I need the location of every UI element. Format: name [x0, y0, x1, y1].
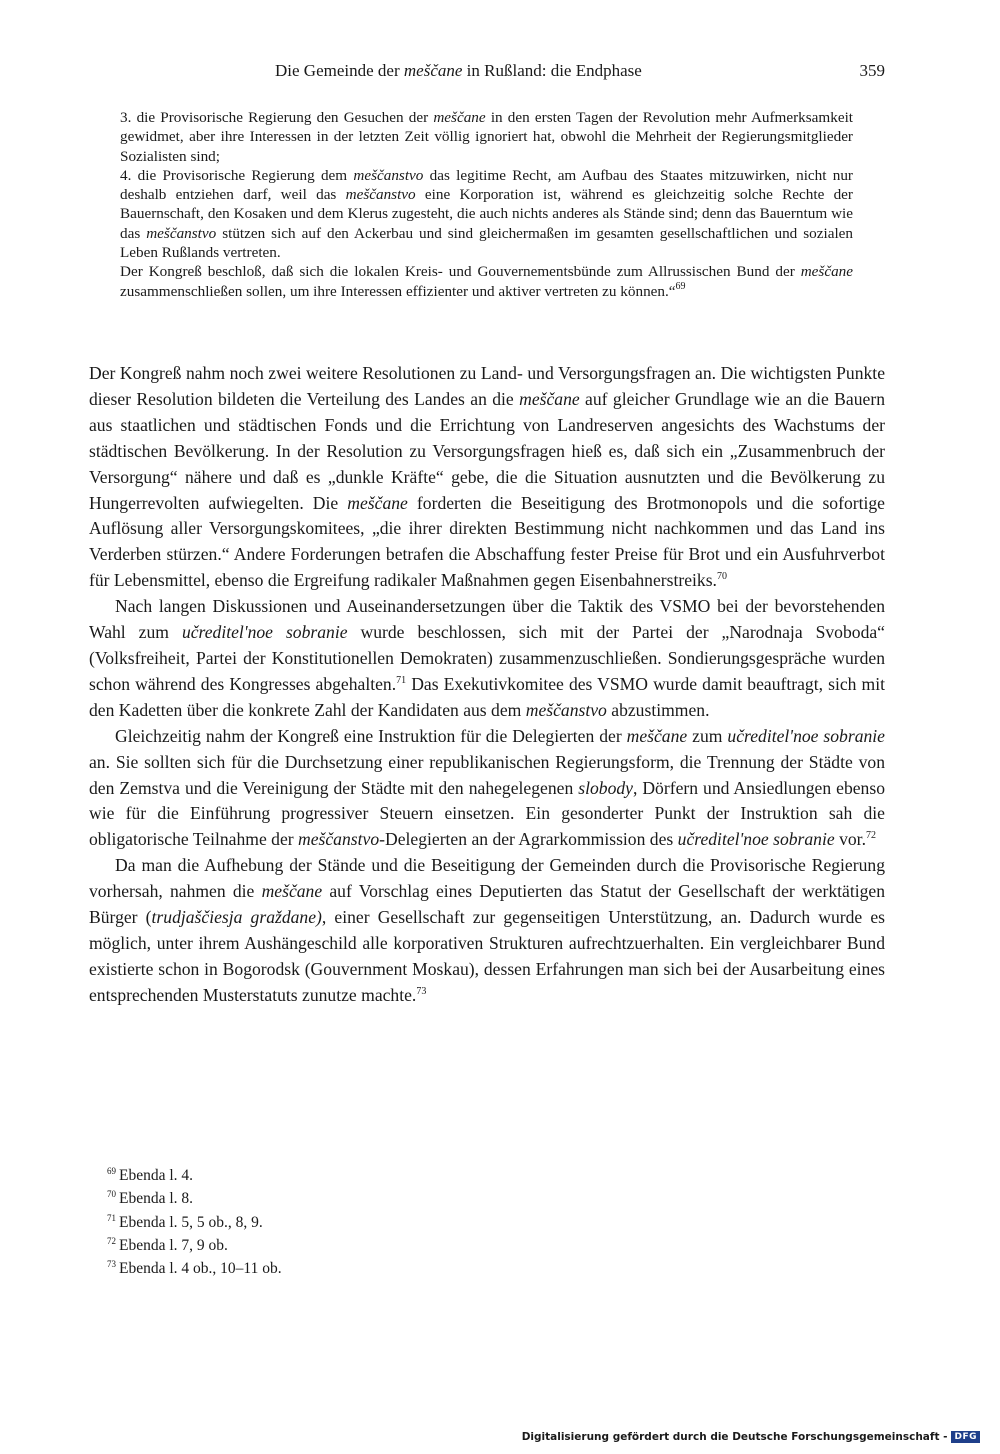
- paragraph-1: Der Kongreß nahm noch zwei weitere Resolutionen zu Land- und Versorgungsfragen an. Die wichtigsten Punkte dieser Resolution bildeten die Verteilung des Landes an die meščane auf gleicher Grundlage wie an die Bauern aus staatlichen und städtischen Fonds und die Errichtung von Landreserven angesichts des Wachstums der städtischen Bevölkerung. In der Resolution zu Versorgungsfragen hieß es, daß sich ein „Zusammenbruch der Versorgung“ nähere und daß es „dunkle Kräfte“ gebe, die die Situation ausnutzten und die Bevölkerung zu Hungerrevolten aufwiegelten. Die meščane forderten die Beseitigung des Brotmonopols und die sofortige Auflösung aller Versorgungskomitees, „die ihrer direkten Bestimmung nicht nachkommen und das Land ins Verderben stürzen.“ Andere Forderungen betrafen die Abschaffung fester Preise für Brot und ein Ausfuhrverbot für Lebensmittel, ebenso die Ergreifung radikaler Maßnahmen gegen Eisenbahnerstreiks.$^{70}$: [89, 363, 885, 591]
- footnote: $^{70}$ Ebenda l. 8.: [107, 1189, 194, 1208]
- footnote-ref-72: 72: [865, 830, 876, 842]
- paragraph-4: Da man die Aufhebung der Stände und die Beseitigung der Gemeinden durch die Provisorische Regierung vorhersah, nahmen die meščane auf Vorschlag eines Deputierten das Statut der Gesellschaft der werktätigen Bürger (trudjaščiesja graždane), einer Gesellschaft zur gegenseitigen Unterstützung, an. Dadurch wurde es möglich, unter ihrem Aushängeschild alle korporativen Strukturen aufrechtzuerhalten. Ein vergleichbarer Bund existierte schon in Bogorodsk (Gouvernment Moskau), dessen Erfahrungen man sich bei der Ausarbeitung eines entsprechenden Musterstatuts zunutze machte.$^{73}$: [89, 855, 886, 1005]
- footnote: $^{69}$ Ebenda l. 4.: [107, 1166, 194, 1184]
- paragraph-2: Nach langen Diskussionen und Auseinandersetzungen über die Taktik des VSMO bei der bevorstehenden Wahl zum učreditel'noe sobranie wurde beschlossen, sich mit der Partei der „Narodnaja Svoboda“ (Volksfreiheit, Partei der Konstitutionellen Demokraten) zusammenzuschließen. Sondierungsgespräche wurden schon während des Kongresses abgehalten.$^{71}$ Das Exekutivkomitee des VSMO wurde damit beauftragt, sich mit den Kadetten über die konkrete Zahl der Kandidaten aus dem meščanstvo abzustimmen.: [89, 596, 885, 720]
- running-header: [120, 61, 885, 87]
- quote-item-4: 4. die Provisorische Regierung dem meščanstvo das legitime Recht, am Aufbau des Staates mitzuwirken, nicht nur deshalb entziehen darf, weil das meščanstvo eine Korporation ist, während es gleichzeitig solche Rechte der Bauernschaft, den Kosaken und dem Klerus zugesteht, die auch nichts anderes als Stände sind; denn das Bauerntum wie das meščanstvo stützen sich auf den Ackerbau und sind gleichermaßen im gesamten gesellschaftlichen und sozialen Leben Rußlands vertreten.: [120, 166, 853, 262]
- digitization-footer: [522, 1428, 980, 1446]
- footnote: $^{71}$ Ebenda l. 5, 5 ob., 8, 9.: [107, 1212, 263, 1231]
- body-text: [89, 361, 885, 1009]
- dfg-logo-icon: DFG: [951, 1431, 980, 1443]
- page-number: 359: [859, 61, 885, 80]
- footnote-ref-73: 73: [416, 985, 427, 997]
- footnote: $^{73}$ Ebenda l. 4 ob., 10–11 ob.: [107, 1259, 282, 1278]
- running-title: Die Gemeinde der meščane in Rußland: die Endphase: [275, 61, 642, 80]
- footnotes: [107, 1164, 507, 1280]
- quote-item-3: 3. die Provisorische Regierung den Gesuchen der meščane in den ersten Tagen der Revolution mehr Aufmerksamkeit gewidmet, aber ihre Interessen in der letzten Zeit völlig ignoriert hat, obwohl die Mehrheit der Regierungsmitglieder Sozialisten sind;: [120, 109, 854, 165]
- paragraph-3: Gleichzeitig nahm der Kongreß eine Instruktion für die Delegierten der meščane zum učreditel'noe sobranie an. Sie sollten sich für die Durchsetzung einer republikanischen Regierungsform, die Trennung der Städte von den Zemstva und die Vereinigung der Städte mit den nahegelegenen slobody, Dörfern und Ansiedlungen ebenso wie für die Einführung progressiver Steuern einsetzen. Ein gesonderter Punkt der Instruktion sah die obligatorische Teilnahme der meščanstvo-Delegierten an der Agrarkommission des učreditel'noe sobranie vor.$^{72}$: [89, 725, 885, 850]
- quote-closing: Der Kongreß beschloß, daß sich die lokalen Kreis- und Gouvernementsbünde zum Allrussischen Bund der meščane zusammenschließen sollen, um ihre Interessen effizienter und aktiver vertreten zu können.“$^{69}$: [120, 263, 853, 300]
- footnote-ref-70: 70: [716, 571, 727, 583]
- footnote-ref-69: 69: [675, 280, 686, 292]
- footnote: $^{72}$ Ebenda l. 7, 9 ob.: [107, 1235, 228, 1254]
- digitization-note: Digitalisierung gefördert durch die Deutsche Forschungsgemeinschaft -: [521, 1431, 948, 1443]
- block-quote: [120, 108, 853, 301]
- footnote-ref-71: 71: [396, 674, 407, 686]
